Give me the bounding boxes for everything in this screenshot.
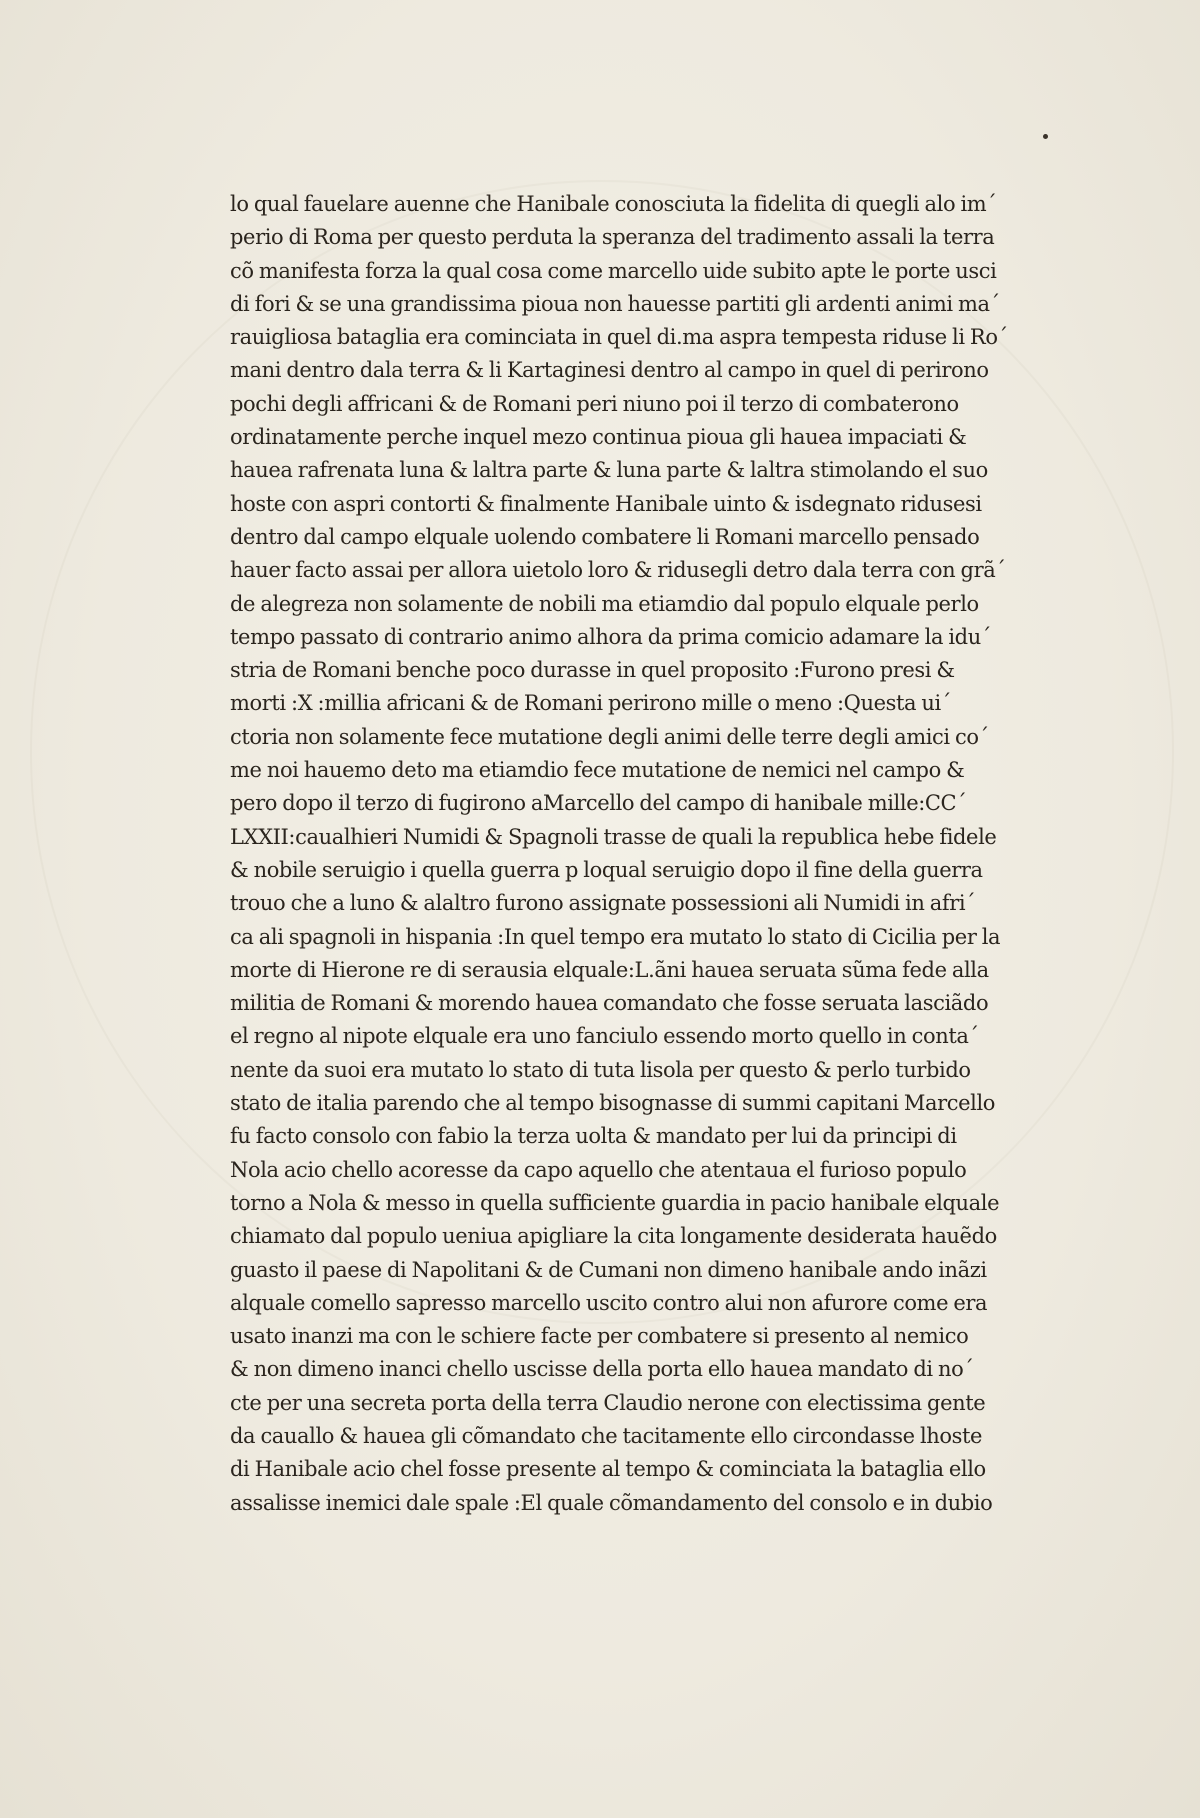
text-line: di Hanibale acio chel fosse presente al tempo & cominciata la bataglia ello [230, 1457, 986, 1482]
text-line: & non dimeno inanci chello uscisse della porta ello hauea mandato di no´ [230, 1357, 974, 1382]
text-line: dentro dal campo elquale uolendo combatere li Romani marcello pensado [230, 524, 980, 549]
text-line: perio di Roma per questo perduta la speranza del tradimento assali la terra [230, 225, 995, 250]
text-line: LXXII:caualhieri Numidi & Spagnoli trasse de quali la republica hebe fidele [230, 824, 997, 849]
text-line: hauer facto assai per allora uietolo loro & ridusegli detro dala terra con grã´ [230, 558, 1006, 583]
text-line: hoste con aspri contorti & finalmente Hanibale uinto & isdegnato ridusesi [230, 491, 982, 516]
text-line: & nobile seruigio i quella guerra p loqual seruigio dopo il fine della guerra [230, 857, 983, 882]
text-line: fu facto consolo con fabio la terza uolta & mandato per lui da principi di [230, 1124, 957, 1149]
text-line: ca ali spagnoli in hispania :In quel tempo era mutato lo stato di Cicilia per la [230, 924, 1001, 949]
text-line: cõ manifesta forza la qual cosa come marcello uide subito apte le porte usci [230, 258, 997, 283]
text-line: assalisse inemici dale spale :El quale cõmandamento del consolo e in dubio [230, 1490, 993, 1515]
text-line: pochi degli affricani & de Romani peri niuno poi il terzo di combaterono [230, 391, 959, 416]
text-line: da cauallo & hauea gli cõmandato che tacitamente ello circondasse lhoste [230, 1423, 983, 1448]
text-line: morte di Hierone re di serausia elquale:L.ãni hauea seruata sũma fede alla [230, 957, 989, 982]
text-line: de alegreza non solamente de nobili ma etiamdio dal populo elquale perlo [230, 591, 979, 616]
text-line: me noi hauemo deto ma etiamdio fece mutatione de nemici nel campo & [230, 758, 965, 783]
text-line: morti :X :millia africani & de Romani perirono mille o meno :Questa ui´ [230, 691, 951, 716]
text-line: pero dopo il terzo di fugirono aMarcello del campo di hanibale mille:CC´ [230, 791, 967, 816]
text-line: ordinatamente perche inquel mezo continua pioua gli hauea impaciati & [230, 425, 967, 450]
text-line: cte per una secreta porta della terra Claudio nerone con electissima gente [230, 1390, 986, 1415]
text-line: stria de Romani benche poco durasse in quel proposito :Furono presi & [230, 658, 955, 683]
text-line: torno a Nola & messo in quella sufficiente guardia in pacio hanibale elquale [230, 1190, 1000, 1215]
text-line: alquale comello sapresso marcello uscito contro alui non afurore come era [230, 1290, 988, 1315]
text-line: tempo passato di contrario animo alhora da prima comicio adamare la idu´ [230, 624, 991, 649]
text-line: hauea rafrenata luna & laltra parte & luna parte & laltra stimolando el suo [230, 458, 988, 483]
text-line: di fori & se una grandissima pioua non hauesse partiti gli ardenti animi ma´ [230, 291, 1000, 316]
text-line: nente da suoi era mutato lo stato di tuta lisola per questo & perlo turbido [230, 1057, 971, 1082]
text-line: mani dentro dala terra & li Kartaginesi dentro al campo in quel di perirono [230, 358, 989, 383]
text-block [230, 188, 1060, 1520]
text-line: stato de italia parendo che al tempo bisognasse di summi capitani Marcello [230, 1091, 996, 1116]
text-line: usato inanzi ma con le schiere facte per combatere si presento al nemico [230, 1324, 969, 1349]
text-line: militia de Romani & morendo hauea comandato che fosse seruata lasciãdo [230, 991, 989, 1016]
text-line: ctoria non solamente fece mutatione degli animi delle terre degli amici co´ [230, 724, 989, 749]
text-line: lo qual fauelare auenne che Hanibale conosciuta la fidelita di quegli alo im´ [230, 192, 997, 216]
text-line: el regno al nipote elquale era uno fanciulo essendo morto quello in conta´ [230, 1024, 979, 1049]
text-line: chiamato dal populo ueniua apigliare la cita longamente desiderata hauẽdo [230, 1224, 997, 1249]
text-line: Nola acio chello acoresse da capo aquello che atentaua el furioso populo [230, 1157, 967, 1182]
text-line: trouo che a luno & alaltro furono assignate possessioni ali Numidi in afri´ [230, 891, 976, 916]
text-line: rauigliosa bataglia era cominciata in quel di.ma aspra tempesta riduse li Ro´ [230, 325, 1008, 350]
text-line: guasto il paese di Napolitani & de Cumani non dimeno hanibale ando inãzi [230, 1257, 987, 1282]
leaf-mark-dot [1043, 134, 1048, 139]
